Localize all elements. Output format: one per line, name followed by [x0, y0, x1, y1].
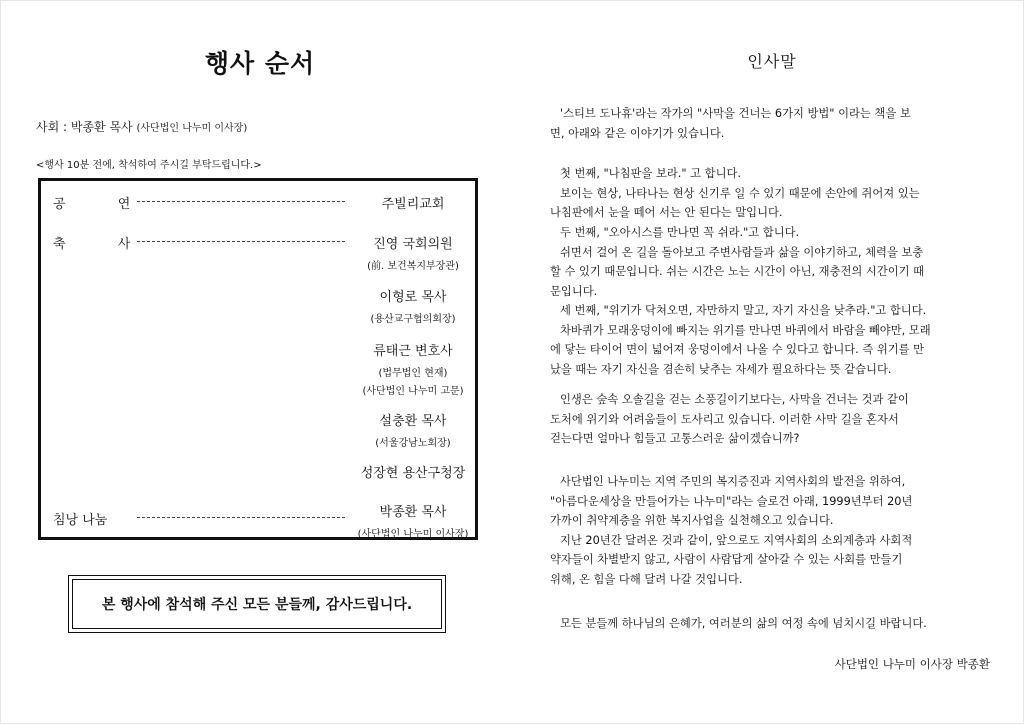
- dotted-leader: [137, 201, 345, 202]
- greeting-line: 첫 번째, "나침판을 보라." 고 합니다.: [560, 167, 741, 180]
- greeting-paragraph: [550, 223, 992, 301]
- thanks-message: 본 행사에 참석해 주신 모든 분들께, 감사드립니다.: [72, 579, 442, 629]
- greeting-line: 쉬면서 걸어 온 길을 돌아보고 주변사람들과 삶을 이야기하고, 체력을 보충: [560, 245, 924, 259]
- seating-notice: <행사 10분 전에, 착석하여 주시길 부탁드립니다.>: [36, 160, 262, 171]
- program-item-name: 박종환 목사: [379, 505, 447, 520]
- program-item-name: 설충환 목사: [379, 414, 447, 429]
- greeting-line: 문입니다.: [550, 284, 598, 298]
- greeting-line: 약자들이 차별받지 않고, 사람이 사람답게 살아갈 수 있는 사회를 만들기: [550, 553, 903, 566]
- greeting-line: 인생은 숲속 오솔길을 걷는 소풍길이기보다는, 사막을 건너는 것과 같이: [560, 393, 909, 406]
- program-item-performer: [345, 410, 481, 449]
- program-item-label: 침낭 나눔: [53, 513, 108, 528]
- program-item-name: 성장현 용산구청장: [360, 466, 466, 481]
- program-item-performer: [345, 462, 481, 481]
- greeting-line: 도처에 위기와 어려움들이 도사리고 있습니다. 이러한 사막 길을 혼자서: [550, 412, 899, 426]
- program-item-affiliation: (사단법인 나누미 고문): [362, 386, 464, 397]
- greeting-page: [520, 0, 1024, 726]
- program-schedule-box: [38, 178, 478, 540]
- program-item-affiliation: (서울강남노회장): [375, 438, 451, 449]
- greeting-paragraph: [550, 301, 992, 379]
- program-item-name: 이형로 목사: [379, 290, 447, 305]
- greeting-paragraph: [550, 390, 992, 449]
- host-line: [36, 118, 247, 135]
- greeting-paragraph: [550, 164, 992, 223]
- program-item-affiliation: (前. 보건복지부장관): [367, 261, 459, 272]
- greeting-paragraph: [550, 614, 992, 634]
- greeting-line: 걷는다면 얼마나 힘들고 고통스러운 삶이겠습니까?: [550, 432, 800, 445]
- dotted-leader: [137, 517, 345, 518]
- program-item-performer: [345, 501, 481, 540]
- greeting-line: 두 번째, "오아시스를 만나면 꼭 쉬라."고 합니다.: [560, 226, 800, 239]
- program-item-performer: [345, 193, 481, 212]
- greeting-line: 나침판에서 눈을 떼어 서는 안 된다는 말입니다.: [550, 206, 783, 219]
- greeting-line: 가까이 취약계층을 위한 복지사업을 실천해오고 있습니다.: [550, 514, 834, 527]
- greeting-line: '스티브 도나휴'라는 작가의 "사막을 건너는 6가지 방법" 이라는 책을 보: [560, 107, 911, 120]
- program-item-affiliation: (사단법인 나누미 이사장): [357, 529, 469, 540]
- program-title: 행사 순서: [204, 49, 316, 78]
- greeting-line: 차바퀴가 모래웅덩이에 빠지는 위기를 만나면 바퀴에서 바람을 빼야만, 모래: [560, 323, 931, 337]
- greeting-line: 사단법인 나누미는 지역 주민의 복지증진과 지역사회의 발전을 위하여,: [560, 475, 906, 488]
- greeting-paragraph: [550, 472, 992, 589]
- greeting-line: "아름다운세상을 만들어가는 나누미"라는 슬로건 아래, 1999년부터 20년: [550, 494, 913, 508]
- dotted-leader: [137, 241, 345, 242]
- program-item-performer: [345, 340, 481, 397]
- greeting-line: 할 수 있기 때문입니다. 쉬는 시간은 노는 시간이 아닌, 재충전의 시간이기 때: [550, 265, 925, 278]
- greeting-line: 면, 아래와 같은 이야기가 있습니다.: [550, 126, 725, 140]
- signature-line: 사단법인 나누미 이사장 박종환: [834, 657, 990, 671]
- greeting-line: 모든 분들께 하나님의 은혜가, 여러분의 삶의 여정 속에 넘치시길 바랍니다.: [560, 617, 927, 630]
- greeting-line: 에 닿는 타이어 면이 넓어져 웅덩이에서 나올 수 있다고 합니다. 즉 위기를 만: [550, 343, 925, 356]
- greeting-line: 났을 때는 자기 자신을 겸손히 낮추는 자세가 필요하다는 뜻 같습니다.: [550, 362, 892, 376]
- greeting-title: 인사말: [747, 52, 797, 71]
- program-item-affiliation: (법무법인 현재): [378, 368, 448, 379]
- greeting-paragraph: [550, 104, 992, 143]
- program-item-performer: [345, 233, 481, 272]
- host-label: 사회 : 박종환 목사: [36, 120, 133, 134]
- host-affiliation: (사단법인 나누미 이사장): [136, 123, 248, 134]
- program-item-name: 류태근 변호사: [373, 344, 453, 359]
- program-item-name: 주빌리교회: [381, 197, 445, 212]
- greeting-line: 지난 20년간 달려온 것과 같이, 앞으로도 지역사회의 소외계층과 사회적: [560, 533, 913, 547]
- program-item-label: 축 사: [53, 237, 155, 252]
- greeting-line: 세 번째, "위기가 닥쳐오면, 자만하지 말고, 자기 자신을 낮추라."고 합니다.: [560, 304, 927, 317]
- program-item-label: 공 연: [53, 197, 155, 212]
- program-item-affiliation: (용산교구협의회장): [370, 314, 456, 325]
- greeting-line: 위해, 온 힘을 다해 달려 나갈 것입니다.: [550, 572, 743, 586]
- greeting-line: 보이는 현상, 나타나는 현상 신기루 일 수 있기 때문에 손안에 쥐어져 있는: [560, 186, 920, 200]
- program-item-performer: [345, 286, 481, 325]
- program-item-name: 진영 국회의원: [373, 237, 453, 252]
- thanks-box: [68, 575, 446, 633]
